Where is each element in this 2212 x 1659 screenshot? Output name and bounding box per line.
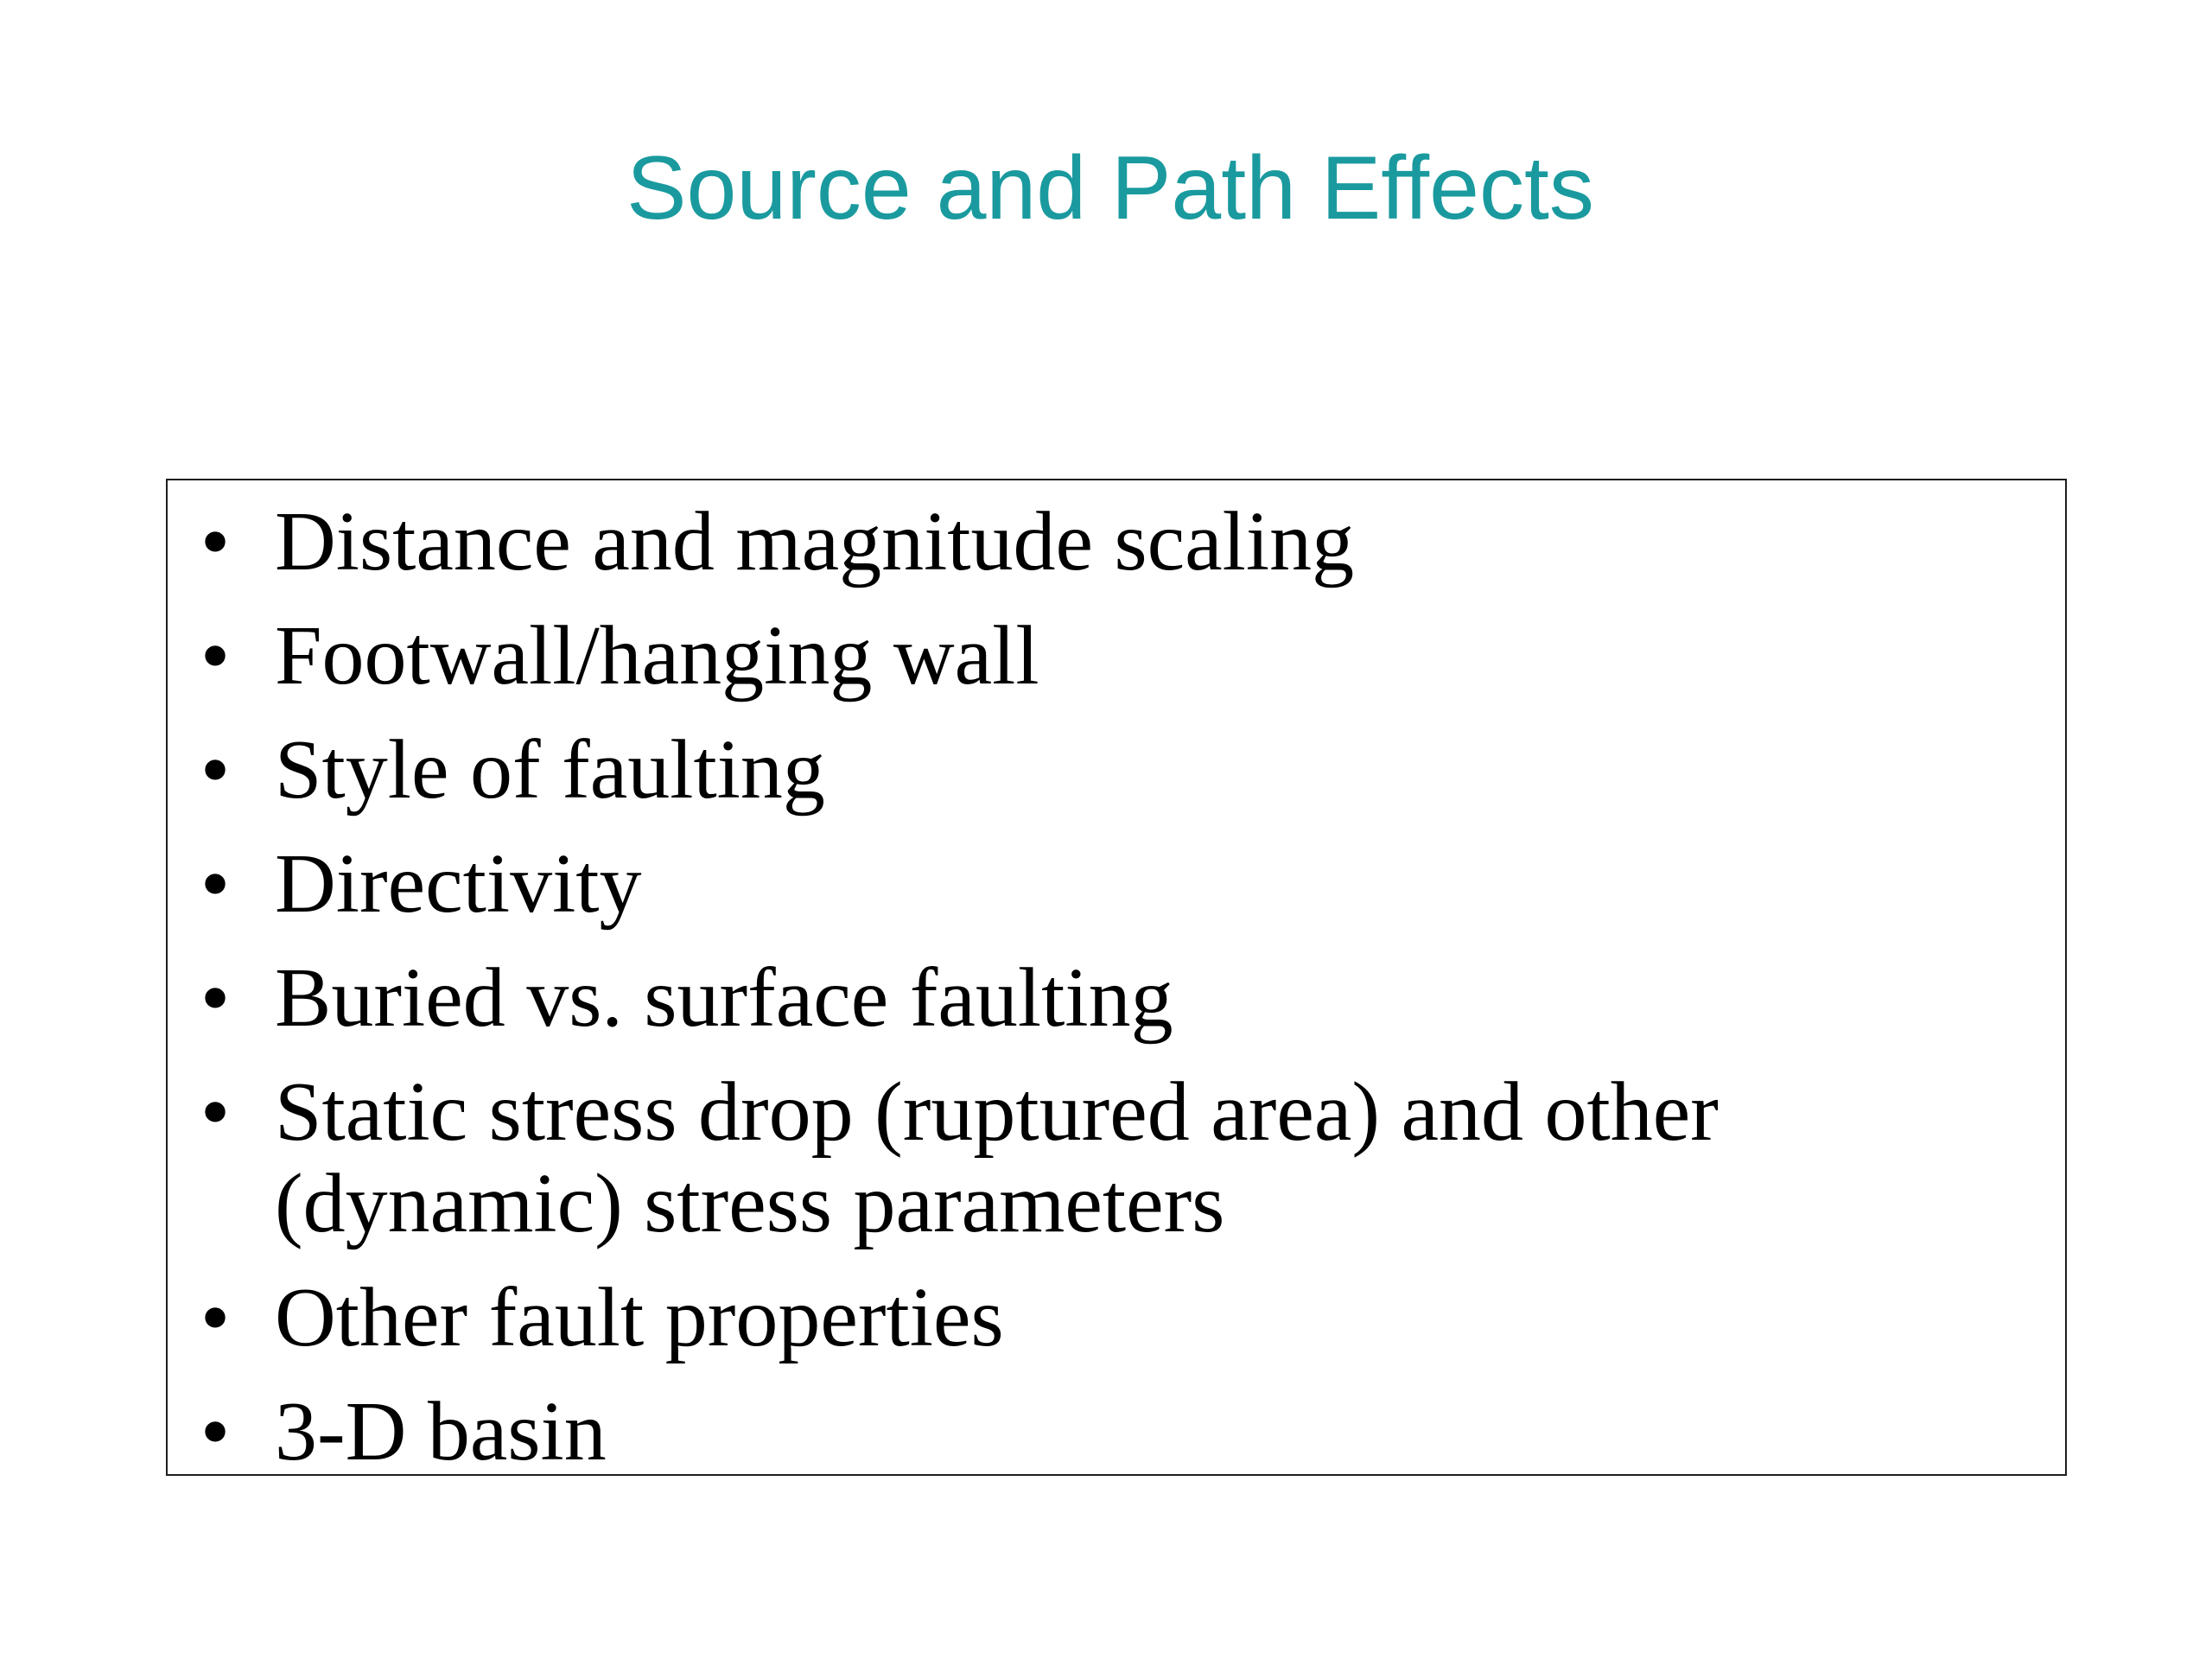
- list-item: [168, 838, 2065, 930]
- list-item: [168, 496, 2065, 588]
- bullet-marker: •: [200, 1065, 231, 1159]
- bullet-marker: •: [200, 837, 231, 931]
- bullet-text: Distance and magnitude scaling: [275, 495, 1355, 588]
- bullet-box: [166, 479, 2067, 1476]
- slide-title: Source and Path Effects: [626, 138, 1594, 238]
- bullet-marker: •: [200, 1271, 231, 1364]
- bullet-list: [168, 496, 2065, 1500]
- bullet-marker: •: [200, 1385, 231, 1478]
- list-item: [168, 1386, 2065, 1478]
- bullet-text: Footwall/hanging wall: [275, 609, 1039, 702]
- bullet-marker: •: [200, 609, 231, 702]
- list-item: [168, 724, 2065, 816]
- bullet-marker: •: [200, 495, 231, 588]
- bullet-text: 3-D basin: [275, 1385, 607, 1478]
- list-item: [168, 610, 2065, 702]
- bullet-marker: •: [200, 951, 231, 1045]
- bullet-text: Other fault properties: [275, 1271, 1004, 1364]
- bullet-text: Static stress drop (ruptured area) and other (dynamic) stress parameters: [275, 1065, 1719, 1250]
- bullet-text: Style of faulting: [275, 723, 825, 817]
- list-item: [168, 1066, 2065, 1249]
- list-item: [168, 1272, 2065, 1363]
- list-item: [168, 952, 2065, 1044]
- bullet-text: Directivity: [275, 837, 642, 931]
- bullet-text: Buried vs. surface faulting: [275, 951, 1173, 1045]
- bullet-marker: •: [200, 723, 231, 817]
